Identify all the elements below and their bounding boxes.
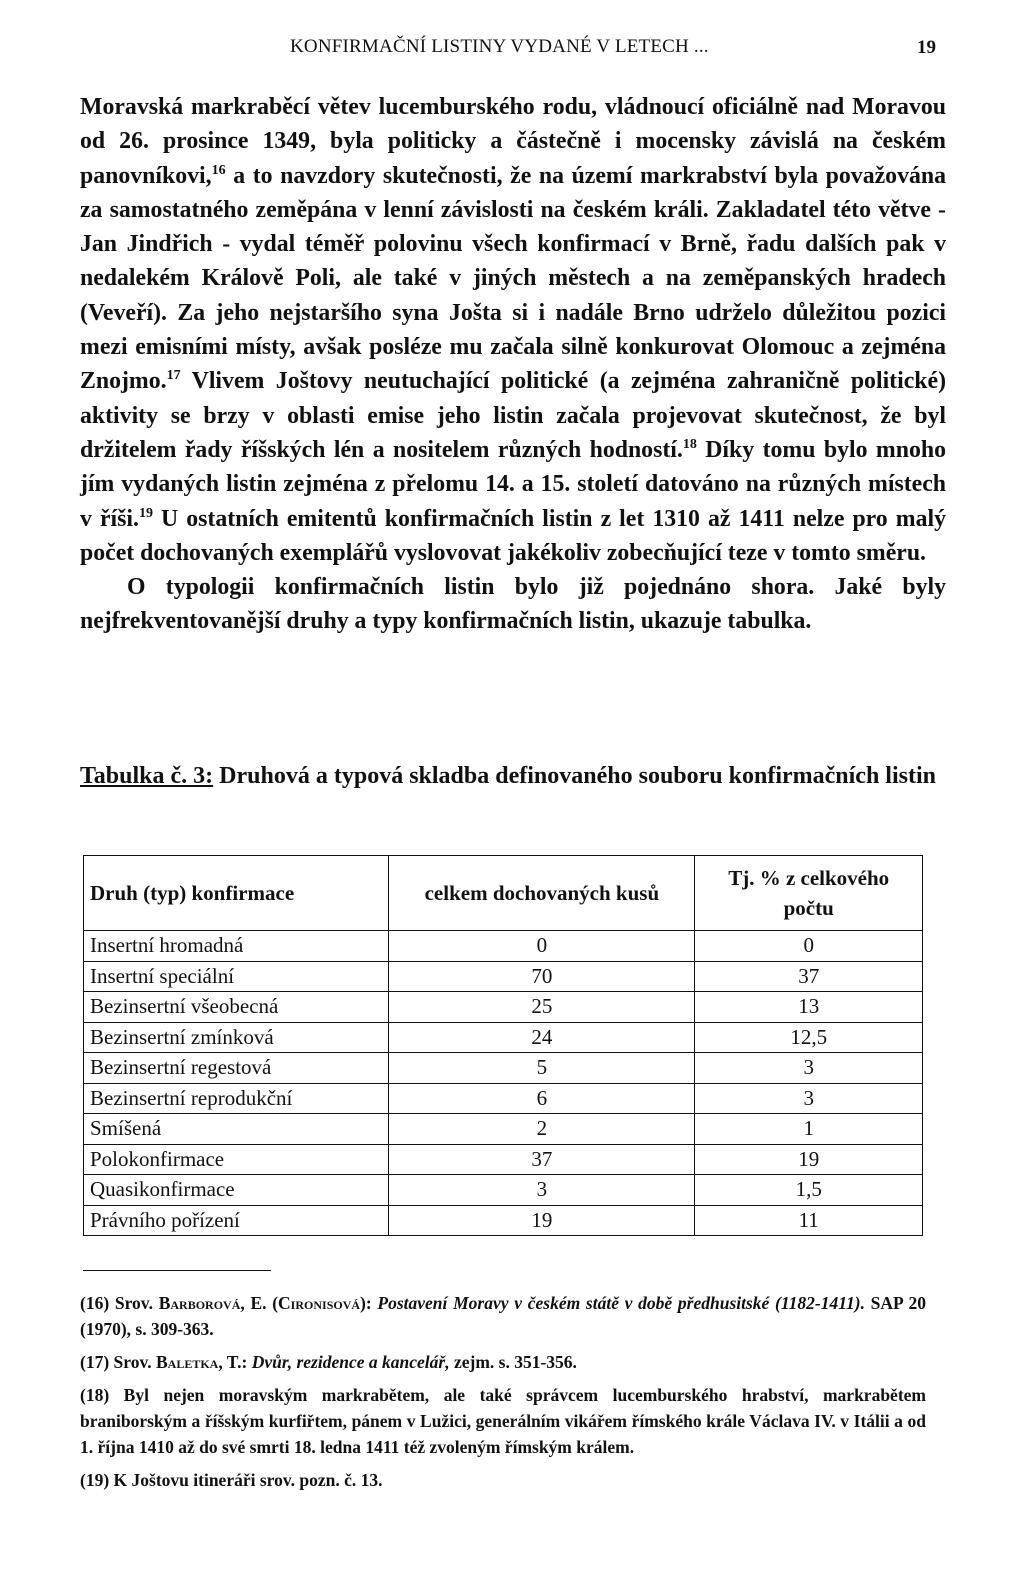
paragraph-1 <box>80 90 946 570</box>
row-type-cell: Bezinsertní všeobecná <box>84 992 389 1023</box>
row-type-cell: Insertní hromadná <box>84 931 389 962</box>
table-body <box>84 931 923 1236</box>
paragraph-2: O typologii konfirmačních listin bylo již pojednáno shora. Jaké byly nejfrekventovanější druhy a typy konfirmačních listin, ukazuje tabulka. <box>80 574 946 635</box>
footnote-17-text-c: zejm. s. 351-356. <box>449 1352 577 1372</box>
footnote-19 <box>80 1467 926 1493</box>
row-type-cell: Polokonfirmace <box>84 1144 389 1175</box>
row-type-cell: Bezinsertní reprodukční <box>84 1083 389 1114</box>
footnote-16-number: (16) <box>80 1293 110 1313</box>
footnote-18 <box>80 1382 926 1460</box>
paragraph-1-part-a: Moravská markraběcí větev lucemburského rodu, vládnoucí oficiálně nad Moravou od 26. prosince 1349, byla politicky a částečně i mocensky závislá na českém panovníkovi, <box>80 94 946 189</box>
footnote-rule <box>83 1270 271 1271</box>
data-table <box>83 855 923 1236</box>
row-type-cell: Insertní speciální <box>84 961 389 992</box>
footnote-16-text-a: Srov. <box>109 1293 159 1313</box>
row-percent-cell: 3 <box>695 1053 923 1084</box>
row-percent-cell: 13 <box>695 992 923 1023</box>
row-type-cell: Quasikonfirmace <box>84 1175 389 1206</box>
table-row <box>84 961 923 992</box>
footnote-ref-19: 19 <box>138 505 153 521</box>
footnote-16-author: Barborová, E. (Cironisová) <box>158 1293 366 1313</box>
footnote-19-text: K Joštovu itineráři srov. pozn. č. 13. <box>109 1470 383 1490</box>
row-percent-cell: 3 <box>695 1083 923 1114</box>
paragraph-1-part-b: a to navzdory skutečnosti, že na území markrabství byla považována za samostatného zeměpána v lenní závislosti na českém králi. Zakladatel této větve - Jan Jindřich - vydal téměř polovinu všech konfirmací v Brně, řadu dalších pak v nedalekém Králově Poli, ale také v jiných městech a na zeměpanských hradech (Veveří). Za jeho nejstaršího syna Jošta si i nadále Brno udrželo důležitou pozici mezi emisními místy, avšak posléze mu začala silně konkurovat Olomouc a zejména Znojmo. <box>80 162 946 395</box>
footnote-16 <box>80 1290 926 1342</box>
footnote-19-number: (19) <box>80 1470 110 1490</box>
row-count-cell: 37 <box>389 1144 695 1175</box>
footnote-17-author: Baletka, T. <box>156 1352 242 1372</box>
row-percent-cell: 11 <box>695 1205 923 1236</box>
paragraph-1-part-e: U ostatních emitentů konfirmačních listin z let 1310 až 1411 nelze pro malý počet dochovaných exemplářů vyslovovat jakékoliv zobecňující teze v tomto směru. <box>80 505 946 566</box>
running-title: KONFIRMAČNÍ LISTINY VYDANÉ V LETECH ... <box>290 36 709 57</box>
column-header-percent: Tj. % z celkového počtu <box>695 856 923 931</box>
table-caption <box>80 760 946 793</box>
row-type-cell: Bezinsertní regestová <box>84 1053 389 1084</box>
table-header-row <box>84 856 923 931</box>
row-percent-cell: 37 <box>695 961 923 992</box>
row-count-cell: 19 <box>389 1205 695 1236</box>
body-text <box>80 90 946 639</box>
footnote-ref-18: 18 <box>682 437 697 453</box>
row-type-cell: Smíšená <box>84 1114 389 1145</box>
table-row <box>84 1205 923 1236</box>
table-row <box>84 1022 923 1053</box>
table-row <box>84 1144 923 1175</box>
row-type-cell: Právního pořízení <box>84 1205 389 1236</box>
column-header-type: Druh (typ) konfirmace <box>84 856 389 931</box>
row-percent-cell: 19 <box>695 1144 923 1175</box>
paragraph-1-part-c: Vlivem Joštovy neutuchající politické (a zejména zahraničně politické) aktivity se brzy v oblasti emise jeho listin začala projevovat skutečnost, že byl držitelem řady říšských lén a nositelem různých hodností. <box>80 368 946 463</box>
paragraph-1-part-d: Díky tomu bylo mnoho jím vydaných listin zejména z přelomu 14. a 15. století datováno na různých místech v říši. <box>80 436 947 532</box>
footnote-17-title: Dvůr, rezidence a kancelář, <box>251 1352 450 1372</box>
footnote-17-number: (17) <box>80 1352 110 1372</box>
footnote-16-title: Postavení Moravy v českém státě v době předhusitské (1182-1411). <box>377 1293 865 1313</box>
footnote-18-text: Byl nejen moravským markrabětem, ale také správcem lucemburského hrabství, markrabětem braniborským a říšským kurfiřtem, pánem v Lužici, generálním vikářem římského krále Václava IV. v Itálii a od 1. října 1410 až do své smrti 18. ledna 1411 též zvoleným římským králem. <box>80 1385 926 1457</box>
row-percent-cell: 1 <box>695 1114 923 1145</box>
row-percent-cell: 12,5 <box>695 1022 923 1053</box>
table-row <box>84 992 923 1023</box>
row-type-cell: Bezinsertní zmínková <box>84 1022 389 1053</box>
row-percent-cell: 0 <box>695 931 923 962</box>
row-percent-cell: 1,5 <box>695 1175 923 1206</box>
footnote-17-text-a: Srov. <box>109 1352 156 1372</box>
row-count-cell: 6 <box>389 1083 695 1114</box>
table-caption-text: Druhová a typová skladba definovaného souboru konfirmačních listin <box>213 763 936 789</box>
running-header <box>80 36 946 62</box>
table-row <box>84 1175 923 1206</box>
footnote-17 <box>80 1349 926 1375</box>
footnote-16-text-b: : <box>365 1293 378 1313</box>
footnote-17-text-b: : <box>241 1352 252 1372</box>
row-count-cell: 5 <box>389 1053 695 1084</box>
footnote-18-number: (18) <box>80 1385 110 1405</box>
footnotes <box>80 1290 926 1500</box>
table-row <box>84 931 923 962</box>
row-count-cell: 70 <box>389 961 695 992</box>
table-row <box>84 1053 923 1084</box>
footnote-16-text-c: SAP 20 (1970), s. 309-363. <box>80 1293 926 1339</box>
footnote-ref-16: 16 <box>211 162 226 178</box>
table-row <box>84 1114 923 1145</box>
row-count-cell: 3 <box>389 1175 695 1206</box>
table-caption-label: Tabulka č. 3: <box>80 763 214 789</box>
table-row <box>84 1083 923 1114</box>
row-count-cell: 2 <box>389 1114 695 1145</box>
column-header-count: celkem dochovaných kusů <box>389 856 695 931</box>
row-count-cell: 0 <box>389 931 695 962</box>
page-number: 19 <box>917 37 936 58</box>
footnote-ref-17: 17 <box>166 368 181 384</box>
row-count-cell: 24 <box>389 1022 695 1053</box>
row-count-cell: 25 <box>389 992 695 1023</box>
